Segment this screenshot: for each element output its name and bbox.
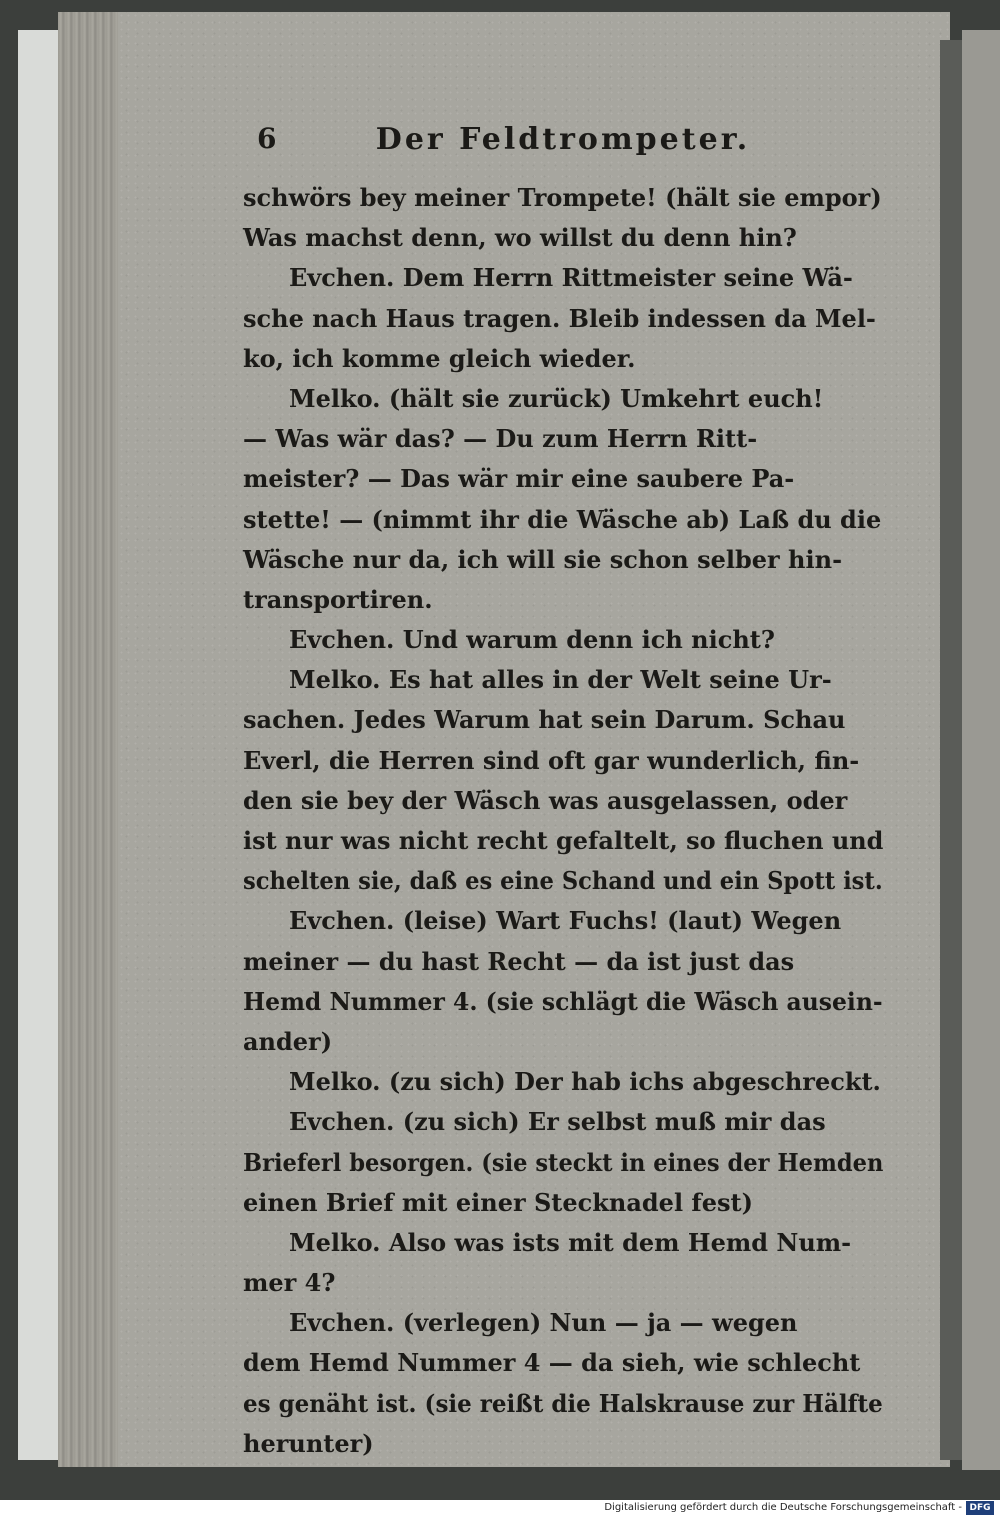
text-line: Melko. (zu sich) Der hab ichs abgeschreckt. [289,1067,881,1097]
text-line: Evchen. Dem Herrn Rittmeister seine Wä- [289,263,853,293]
text-line: ander) [243,1026,333,1056]
text-line: transportiren. [243,584,433,614]
text-line: sachen. Jedes Warum hat sein Darum. Schau [243,705,846,735]
text-line: Wäsche nur da, ich will sie schon selber hin- [243,544,843,574]
footer-credit: Digitalisierung gefördert durch die Deutsche Forschungsgemeinschaft - [604,1502,962,1513]
text-line: Brieferl besorgen. (sie steckt in eines der Hemden [243,1147,884,1177]
text-line: schelten sie, daß es eine Schand und ein Spott ist. [243,866,883,896]
text-line: herunter) [243,1428,374,1458]
facing-page-edge [962,30,1000,1470]
text-line: dem Hemd Nummer 4 — da sieh, wie schlecht [243,1348,861,1378]
text-line: es genäht ist. (sie reißt die Halskrause zur Hälfte [243,1388,883,1418]
text-line: Melko. Also was ists mit dem Hemd Num- [289,1227,852,1257]
text-line: mer 4? [243,1268,336,1298]
text-line: ko, ich komme gleich wieder. [243,343,636,373]
text-line: Melko. (hält sie zurück) Umkehrt euch! [289,383,824,413]
page-header [243,122,883,172]
text-line: Melko. Es hat alles in der Welt seine Ur- [289,665,832,695]
text-line: stette! — (nimmt ihr die Wäsche ab) Laß du die [243,504,882,534]
text-line: schwörs bey meiner Trompete! (hält sie empor) [243,183,882,212]
text-line: Hemd Nummer 4. (sie schlägt die Wäsch ausein- [243,986,883,1016]
text-line: Everl, die Herren sind oft gar wunderlich, fin- [243,745,860,775]
text-line: meister? — Das wär mir eine saubere Pa- [243,464,795,494]
text-line: ist nur was nicht recht gefaltelt, so fluchen und [243,826,884,855]
book-gutter [940,40,962,1460]
text-line: Evchen. Und warum denn ich nicht? [289,625,775,655]
text-line: meiner — du hast Recht — da ist just das [243,946,795,976]
text-line: — Was wär das? — Du zum Herrn Ritt- [243,424,758,454]
running-title: Der Feldtrompeter. [375,122,751,157]
page-number: 6 [257,122,277,155]
text-lines [243,178,883,1464]
dfg-logo: DFG [966,1501,994,1515]
text-line: Evchen. (verlegen) Nun — ja — wegen [289,1308,798,1338]
footer-bar [0,1500,1000,1518]
text-line: einen Brief mit einer Stecknadel fest) [243,1187,753,1217]
page-text [243,122,883,1464]
text-line: Evchen. (zu sich) Er selbst muß mir das [289,1107,826,1137]
text-line: Was machst denn, wo willst du denn hin? [243,223,797,253]
text-line: sche nach Haus tragen. Bleib indessen da Mel- [243,303,876,333]
text-line: Evchen. (leise) Wart Fuchs! (laut) Wegen [289,906,842,936]
text-line: den sie bey der Wäsch was ausgelassen, oder [243,785,848,815]
